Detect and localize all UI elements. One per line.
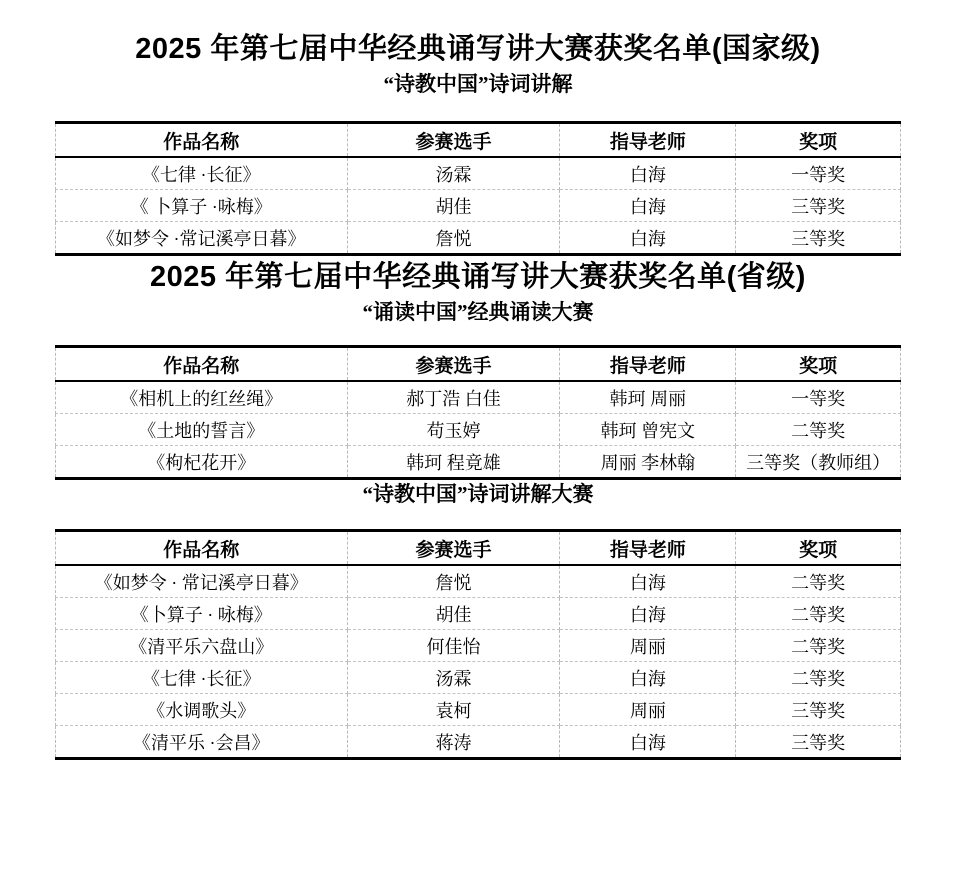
table-cell: 《相机上的红丝绳》 [56,381,348,414]
table-row [56,222,901,255]
table-cell: 苟玉婷 [347,414,560,446]
table-cell: 《水调歌头》 [56,694,348,726]
provincial-award-title: 2025 年第七届中华经典诵写讲大赛获奖名单(省级) [150,261,806,293]
header-cell: 参赛选手 [347,123,560,158]
table-cell: 白海 [560,565,736,598]
table-cell: 蒋涛 [347,726,560,759]
table-provincial-shijiao [55,529,901,760]
table-cell: 二等奖 [736,630,901,662]
header-cell: 参赛选手 [347,531,560,566]
header-cell: 作品名称 [56,123,348,158]
table-row [56,190,901,222]
table-cell: 何佳怡 [347,630,560,662]
table-cell: 《土地的誓言》 [56,414,348,446]
table-cell: 《 卜算子 ·咏梅》 [56,190,348,222]
table-row [56,157,901,190]
table-row [56,414,901,446]
table-cell: 周丽 李林翰 [560,446,736,479]
table-cell: 三等奖 [736,694,901,726]
table-header-row [56,123,901,158]
table-cell: 二等奖 [736,565,901,598]
table-row [56,726,901,759]
table-cell: 白海 [560,222,736,255]
table-row [56,662,901,694]
header-cell: 指导老师 [560,531,736,566]
header-cell: 作品名称 [56,531,348,566]
table-cell: 胡佳 [347,598,560,630]
table-cell: 三等奖（教师组） [736,446,901,479]
table-cell: 白海 [560,598,736,630]
table-cell: 《清平乐 ·会昌》 [56,726,348,759]
table-cell: 《如梦令 · 常记溪亭日暮》 [56,565,348,598]
table-cell: 汤霖 [347,157,560,190]
header-cell: 奖项 [736,123,901,158]
subtitle-shijiao-zhongguo-provincial: “诗教中国”诗词讲解大赛 [362,482,594,506]
table-cell: 白海 [560,662,736,694]
table-cell: 三等奖 [736,190,901,222]
header-cell: 作品名称 [56,347,348,382]
table-cell: 韩珂 曾宪文 [560,414,736,446]
header-cell: 指导老师 [560,123,736,158]
table-cell: 胡佳 [347,190,560,222]
table-cell: 二等奖 [736,414,901,446]
header-cell: 奖项 [736,347,901,382]
table-provincial-songdu [55,345,901,480]
table-cell: 《卜算子 · 咏梅》 [56,598,348,630]
table-cell: 白海 [560,157,736,190]
table-cell: 《枸杞花开》 [56,446,348,479]
national-award-title: 2025 年第七届中华经典诵写讲大赛获奖名单(国家级) [135,33,821,65]
table-cell: 周丽 [560,630,736,662]
header-cell: 参赛选手 [347,347,560,382]
table-header-row [56,347,901,382]
table-cell: 白海 [560,726,736,759]
table-cell: 《如梦令 ·常记溪亭日暮》 [56,222,348,255]
header-cell: 指导老师 [560,347,736,382]
table-cell: 二等奖 [736,662,901,694]
table-cell: 韩珂 程竟雄 [347,446,560,479]
table-cell: 周丽 [560,694,736,726]
table-cell: 《清平乐六盘山》 [56,630,348,662]
table-cell: 二等奖 [736,598,901,630]
table-cell: 詹悦 [347,222,560,255]
table-row [56,446,901,479]
table-cell: 《七律 ·长征》 [56,157,348,190]
table-row [56,381,901,414]
table-row [56,630,901,662]
table-cell: 白海 [560,190,736,222]
table-cell: 詹悦 [347,565,560,598]
table-cell: 《七律 ·长征》 [56,662,348,694]
table-cell: 郝丁浩 白佳 [347,381,560,414]
table-row [56,694,901,726]
table-row [56,598,901,630]
table-cell: 三等奖 [736,222,901,255]
table-cell: 袁柯 [347,694,560,726]
table-cell: 韩珂 周丽 [560,381,736,414]
table-cell: 三等奖 [736,726,901,759]
table-cell: 汤霖 [347,662,560,694]
table-header-row [56,531,901,566]
subtitle-songdu-zhongguo-provincial: “诵读中国”经典诵读大赛 [362,300,594,324]
subtitle-shijiao-zhongguo-national: “诗教中国”诗词讲解 [383,72,573,96]
table-cell: 一等奖 [736,381,901,414]
table-row [56,565,901,598]
header-cell: 奖项 [736,531,901,566]
table-national-shijiao [55,121,901,256]
table-cell: 一等奖 [736,157,901,190]
